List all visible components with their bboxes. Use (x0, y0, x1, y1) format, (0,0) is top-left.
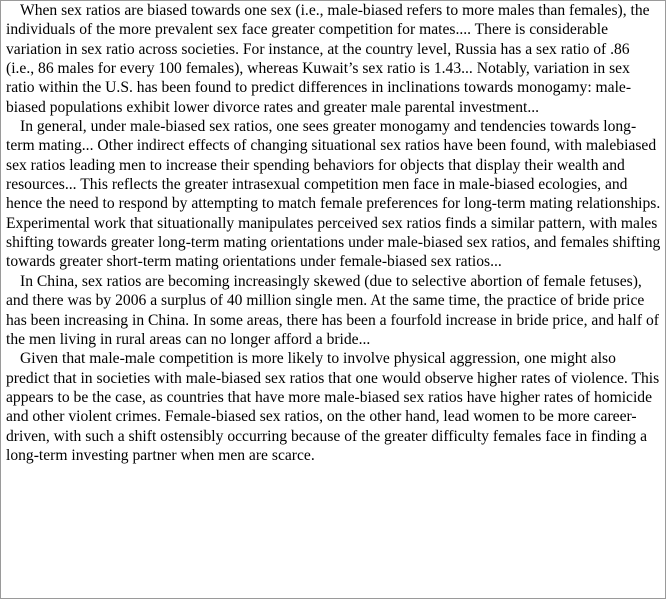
paragraph-male-biased-effects: In general, under male-biased sex ratios, one sees greater monogamy and tendencies towards long-term mating... Other indirect effects of changing situational sex ratios have been found, with malebiased sex ratios leading men to increase their spending behaviors for objects that display their wealth and resources... This reflects the greater intrasexual competition men face in male-biased ecologies, and hence the need to respond by attempting to match female preferences for long-term mating relationships. Experimental work that situationally manipulates perceived sex ratios finds a similar pattern, with males shifting towards greater long-term mating orientations under male-biased sex ratios, and females shifting towards greater short-term mating orientations under female-biased sex ratios... (6, 118, 661, 271)
paragraph-china-bride-price: In China, sex ratios are becoming increasingly skewed (due to selective abortion of female fetuses), and there was by 2006 a surplus of 40 million single men. At the same time, the practice of bride price has been increasing in China. In some areas, there has been a fourfold increase in bride price, and half of the men living in rural areas can no longer afford a bride... (6, 272, 659, 348)
document-body (6, 1, 661, 465)
paragraph-violence-and-careers: Given that male-male competition is more likely to involve physical aggression, one might also predict that in societies with male-biased sex ratios that one would observe higher rates of violence. This appears to be the case, as countries that have more male-biased sex ratios have higher rates of homicide and other violent crimes. Female-biased sex ratios, on the other hand, lead women to be more career-driven, with such a shift ostensibly occurring because of the greater difficulty females face in finding a long-term investing partner when men are scarce. (6, 350, 660, 464)
paragraph-sex-ratio-variation: When sex ratios are biased towards one sex (i.e., male-biased refers to more males than females), the individuals of the more prevalent sex face greater competition for mates.... There is considerable variation in sex ratio across societies. For instance, at the country level, Russia has a sex ratio of .86 (i.e., 86 males for every 100 females), whereas Kuwait’s sex ratio is 1.43... Notably, variation in sex ratio within the U.S. has been found to predict differences in inclinations towards monogamy: male-biased populations exhibit lower divorce rates and greater male parental investment... (6, 2, 650, 116)
